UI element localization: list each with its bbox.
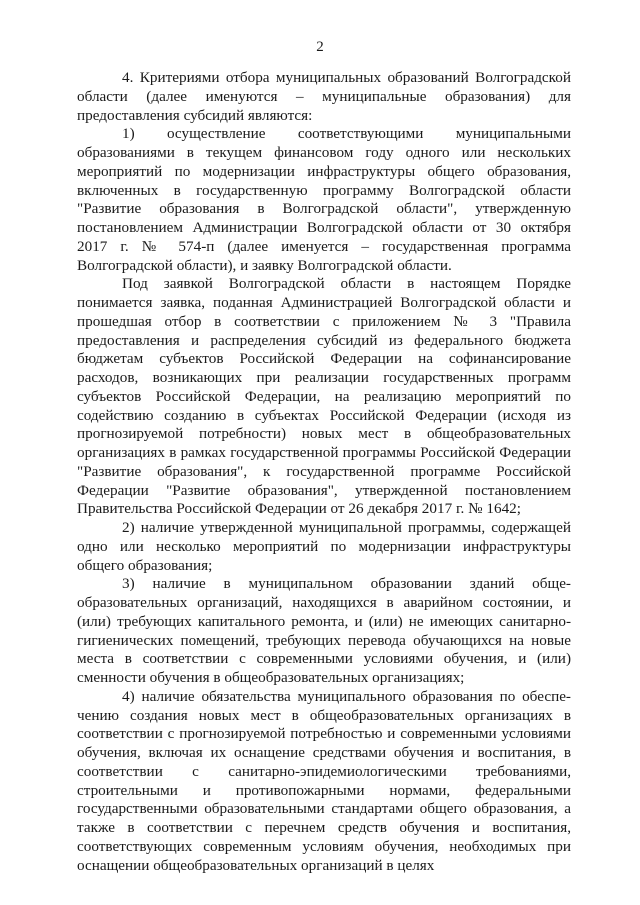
- paragraph-criterion-3: 3) наличие в муниципальном образовании зданий обще-образовательных организаций, находящихся в аварийном состоянии, и (или) требующих капитального ремонта, и (или) не имеющих санитарно-гигиенических помещений, требующих перевода обучающихся на новые места в соответствии с современными условиями обучения, и (или) сменности обучения в общеобразовательных организациях;: [77, 575, 571, 686]
- paragraph-criterion-4: 4) наличие обязательства муниципального образования по обеспе-чению создания новых мест в общеобразовательных организациях в соответствии с прогнозируемой потребностью и современными условиями обучения, включая их оснащение средствами обучения и воспитания, в соответствии с санитарно-эпидемиологическими требованиями, строительными и противопожарными нормами, федеральными государственными образовательными стандартами общего образования, а также в соответствии с перечнем средств обучения и воспитания, соответствующих современным условиям обучения, необходимых при оснащении общеобразовательных организаций в целях: [77, 687, 571, 874]
- document-body: [77, 69, 571, 875]
- page-number: 2: [316, 39, 324, 55]
- paragraph-application-definition: Под заявкой Волгоградской области в настоящем Порядке понимается заявка, поданная Администрацией Волгоградской области и прошедшая отбор в соответствии с приложением № 3 "Правила предоставления и распределения субсидий из федерального бюджета бюджетам субъектов Российской Федерации на софинансирование расходов, возникающих при реализации государственных программ субъектов Российской Федерации, на реализацию мероприятий по содействию созданию в субъектах Российской Федерации (исходя из прогнозируемой потребности) новых мест в общеобразовательных организациях в рамках государственной программы Российской Федерации "Развитие образования", к государственной программе Российской Федерации "Развитие образования", утвержденной постановлением Правительства Российской Федерации от 26 декабря 2017 г. № 1642;: [77, 275, 571, 518]
- paragraph-criterion-1: 1) осуществление соответствующими муниципальными образованиями в текущем финансовом году одного или нескольких мероприятий по модернизации инфраструктуры общего образования, включенных в государственную программу Волгоградской области "Развитие образования в Волгоградской области", утвержденную постановлением Администрации Волгоградской области от 30 октября 2017 г. № 574-п (далее именуется – государственная программа Волгоградской области), и заявку Волгоградской области.: [77, 125, 571, 274]
- paragraph-criterion-2: 2) наличие утвержденной муниципальной программы, содержащей одно или несколько мероприятий по модернизации инфраструктуры общего образования;: [77, 519, 571, 574]
- paragraph-criteria-intro: 4. Критериями отбора муниципальных образований Волгоградской области (далее именуются – муниципальные образования) для предоставления субсидий являются:: [77, 69, 571, 124]
